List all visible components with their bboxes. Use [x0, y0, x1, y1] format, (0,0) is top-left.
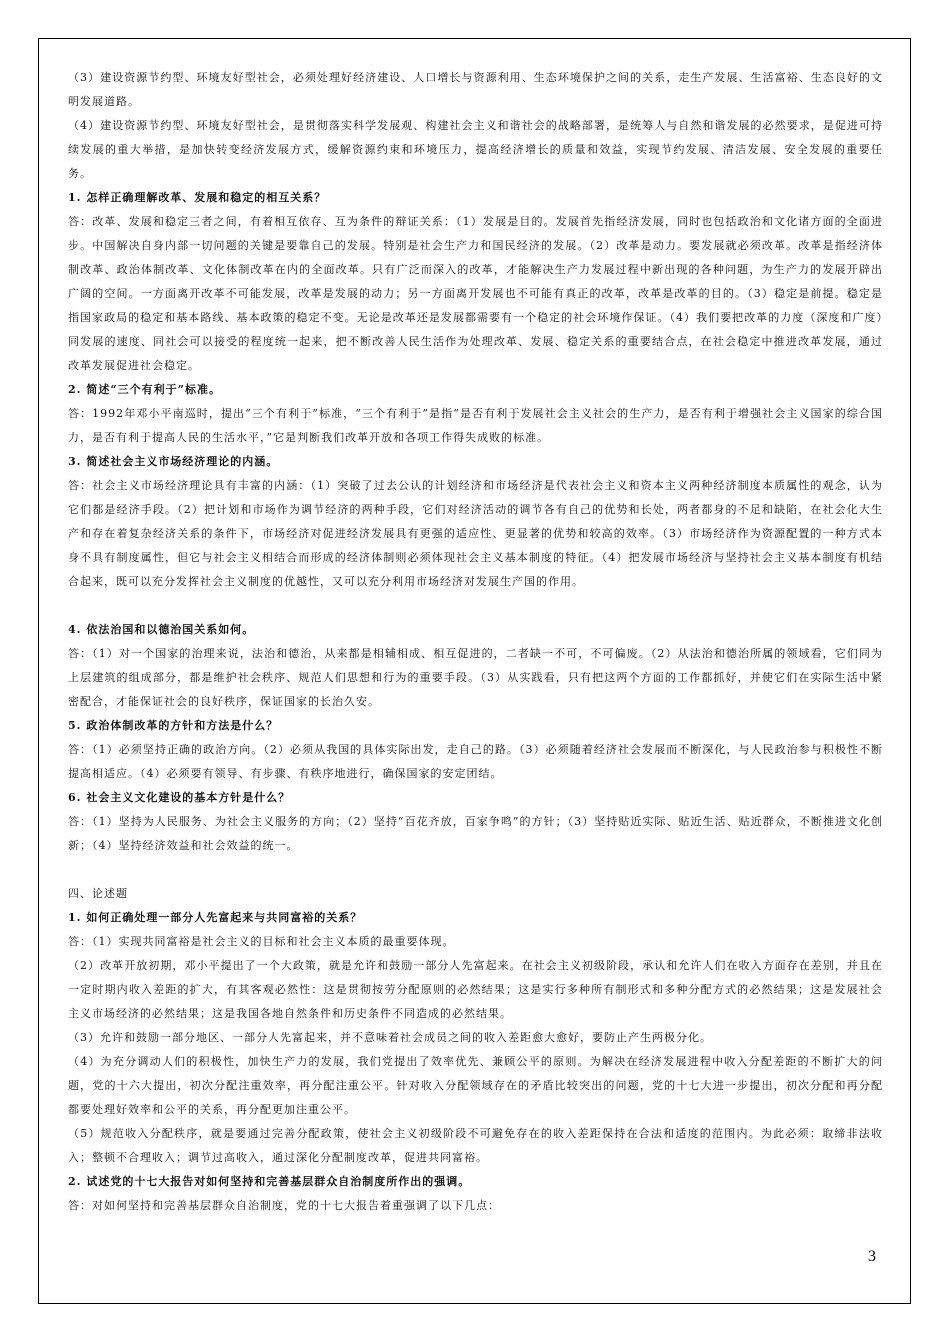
essay-paragraph: 答：对如何坚持和完善基层群众自治制度，党的十七大报告着重强调了以下几点：	[68, 1199, 500, 1212]
essay-paragraph: 答：（1）实现共同富裕是社会主义的目标和社会主义本质的最重要体现。	[68, 935, 455, 948]
essay-paragraph: （2）改革开放初期，邓小平提出了一个大政策，就是允许和鼓励一部分人先富起来。在社会主义初级阶段，承认和允许人们在收入方面存在差别，并且在一定时期内收入差距的扩大，有其客观必然性：这是贯彻按劳分配原则的必然结果；这是实行多种所有制形式和多种分配方式的必然结果；这是发展社会主义市场经济的必然结果；这是我国各地自然条件和历史条件不同造成的必然结果。	[68, 959, 883, 1020]
essay-paragraph: （5）规范收入分配秩序，就是要通过完善分配政策，使社会主义初级阶段不可避免存在的收入差距保持在合法和适度的范围内。为此必须：取缔非法收入；整顿不合理收入；调节过高收入，通过深化分配制度改革，促进共同富裕。	[68, 1127, 883, 1164]
question-title: 4. 依法治国和以德治国关系如何。	[68, 623, 255, 636]
answer-text: 答：改革、发展和稳定三者之间，有着相互依存、互为条件的辩证关系：（1）发展是目的。发展首先指经济发展，同时也包括政治和文化诸方面的全面进步。中国解决自身内部一切问题的关键是要靠自己的发展。特别是社会生产力和国民经济的发展。（2）改革是动力。要发展就必须改革。改革是指经济体制改革、政治体制改革、文化体制改革在内的全面改革。只有广泛而深入的改革，才能解决生产力发展过程中新出现的各种问题，为生产力的发展开辟出广阔的空间。一方面离开改革不可能发展，改革是发展的动力；另一方面离开发展也不可能有真正的改革，改革是改革的目的。（3）稳定是前提。稳定是指国家政局的稳定和基本路线、基本政策的稳定不变。无论是改革还是发展都需要有一个稳定的社会环境作保证。（4）我们要把改革的力度（深度和广度）同发展的速度、同社会可以接受的程度统一起来，把不断改善人民生活作为处理改革、发展、稳定关系的重要结合点，在社会稳定中推进改革发展，通过改革发展促进社会稳定。	[68, 215, 883, 372]
spacer	[68, 594, 883, 618]
question-title: 5. 政治体制改革的方针和方法是什么？	[68, 719, 279, 732]
question-title: 3. 简述社会主义市场经济理论的内涵。	[68, 455, 279, 468]
answer-text: 答：（1）必须坚持正确的政治方向。（2）必须从我国的具体实际出发，走自己的路。（3）必须随着经济社会发展而不断深化，与人民政治参与积极性不断提高相适应。（4）必须要有领导、有步骤、有秩序地进行，确保国家的安定团结。	[68, 743, 883, 780]
answer-text: 答：社会主义市场经济理论具有丰富的内涵：（1）突破了过去公认的计划经济和市场经济是代表社会主义和资本主义两种经济制度本质属性的观念，认为它们都是经济手段。（2）把计划和市场作为调节经济的两种手段，它们对经济活动的调节各有自己的优势和长处，两者都身的不足和缺陷，在社会化大生产和存在着复杂经济关系的条件下，市场经济对促进经济发展具有更强的适应性、更显著的优势和较高的效率。（3）市场经济作为资源配置的一种方式本身不具有制度属性，但它与社会主义相结合而形成的经济体制则必须体现社会主义基本制度的特征。（4）把发展市场经济与坚持社会主义基本制度有机结合起来，既可以充分发挥社会主义制度的优越性，又可以充分利用市场经济对发展生产国的作用。	[68, 479, 883, 588]
document-body	[68, 66, 883, 1218]
question-title: 1. 怎样正确理解改革、发展和稳定的相互关系？	[68, 191, 327, 204]
answer-text: 答：（1）坚持为人民服务、为社会主义服务的方向；（2）坚持“百花齐放，百家争鸣”的方针；（3）坚持贴近实际、贴近生活、贴近群众，不断推进文化创新；（4）坚持经济效益和社会效益的统一。	[68, 815, 883, 852]
paragraph-4: （4）建设资源节约型、环境友好型社会，是贯彻落实科学发展观、构建社会主义和谐社会的战略部署，是统筹人与自然和谐发展的必然要求，是促进可持续发展的重大举措，是加快转变经济发展方式，缓解资源约束和环境压力，提高经济增长的质量和效益，实现节约发展、清洁发展、安全发展的重要任务。	[68, 119, 883, 180]
page-number: 3	[868, 1248, 876, 1265]
answer-text: 答：1992年邓小平南巡时，提出“三个有利于”标准，“三个有利于”是指“是否有利于发展社会主义社会的生产力，是否有利于增强社会主义国家的综合国力，是否有利于提高人民的生活水平，”它是判断我们改革开放和各项工作得失成败的标准。	[68, 407, 883, 444]
essay-title: 2. 试述党的十七大报告对如何坚持和完善基层群众自治制度所作出的强调。	[68, 1175, 471, 1188]
question-title: 6. 社会主义文化建设的基本方针是什么？	[68, 791, 291, 804]
essay-title: 1. 如何正确处理一部分人先富起来与共同富裕的关系？	[68, 911, 363, 924]
section-title: 四、论述题	[68, 887, 128, 900]
spacer	[68, 858, 883, 882]
essay-paragraph: （4）为充分调动人们的积极性，加快生产力的发展，我们党提出了效率优先、兼顾公平的原则。为解决在经济发展进程中收入分配差距的不断扩大的问题，党的十六大提出，初次分配注重效率，再分配注重公平。针对收入分配领域存在的矛盾比较突出的问题，党的十七大进一步提出，初次分配和再分配都要处理好效率和公平的关系，再分配更加注重公平。	[68, 1055, 883, 1116]
question-title: 2. 简述“三个有利于”标准。	[68, 383, 221, 396]
answer-text: 答：（1）对一个国家的治理来说，法治和德治，从来都是相辅相成、相互促进的，二者缺一不可，不可偏废。（2）从法治和德治所属的领域看，它们同为上层建筑的组成部分，都是维护社会秩序、规范人们思想和行为的重要手段。（3）从实践看，只有把这两个方面的工作都抓好，并使它们在实际生活中紧密配合，才能保证社会的良好秩序，保证国家的长治久安。	[68, 647, 883, 708]
essay-paragraph: （3）允许和鼓励一部分地区、一部分人先富起来，并不意味着社会成员之间的收入差距愈大愈好，要防止产生两极分化。	[68, 1031, 712, 1044]
paragraph-3: （3）建设资源节约型、环境友好型社会，必须处理好经济建设、人口增长与资源利用、生态环境保护之间的关系，走生产发展、生活富裕、生态良好的文明发展道路。	[68, 71, 883, 108]
